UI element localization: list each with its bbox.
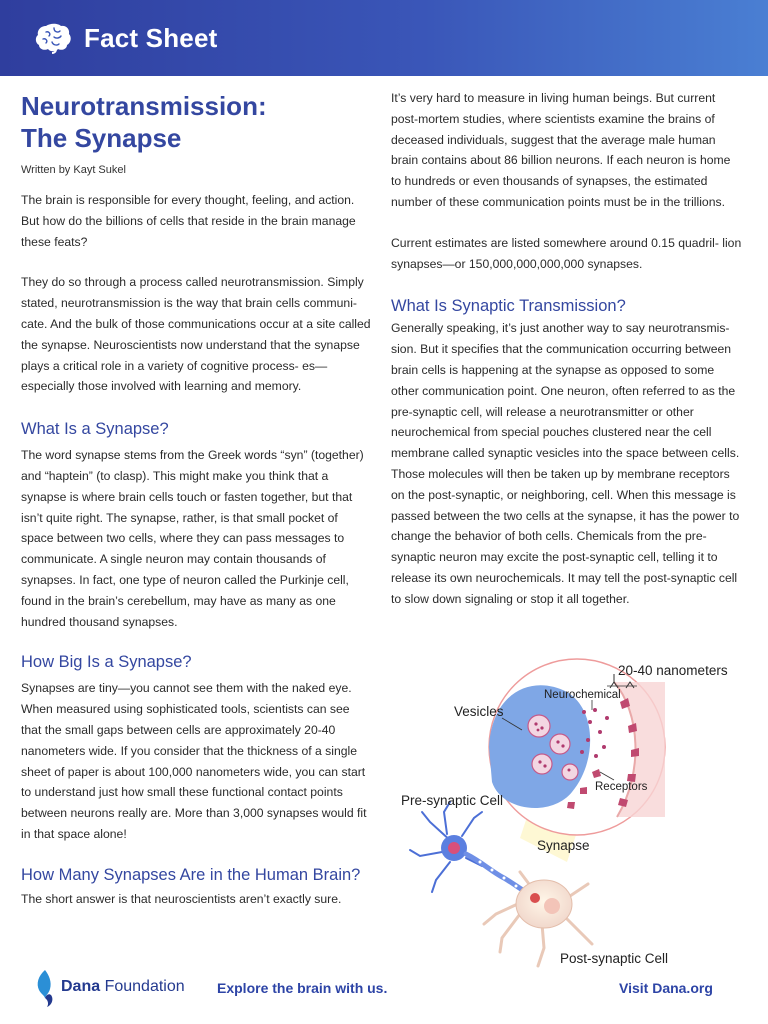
how-many-continued: It’s very hard to measure in living human beings. But current post-mortem studies, where scientists examine the brains of deceased individuals, suggest that the average male human brain contains about 86 billion neurons. If each neuron is home to hundreds or even thousands of synapses, the estimated number of these communication points must be in the trillions. <box>391 91 731 209</box>
how-many-estimate: Current estimates are listed somewhere around 0.15 quadril- lion synapses—or 150,000,000,000,000 synapses. <box>391 235 742 271</box>
section-text-how-big: Synapses are tiny—you cannot see them with the naked eye. When measured using sophisticated tools, scientists can see that the small gaps between cells are approximately 20-40 nanometers wide. If you consider that the thickness of a single sheet of paper is about 100,000 nanometers wide, you can start to understand just how small these functional contact points between neurons really are. More than 3,000 synapses would fit in that space alone! <box>21 681 367 841</box>
section-text-transmission: Generally speaking, it’s just another way to say neurotransmis- sion. But it specifies that the communication occurring between brain cells is happening at the synapse as opposed to some other communication point. One neuron, often referred to as the pre-synaptic cell, will release a neurotransmitter or other neurochemical from special pouches clustered near the cell membrane called synaptic vesicles into the space between cells. Those molecules will then be taken up by membrane receptors on the post-synaptic, or neighboring, cell. When this message is passed between the two cells at the synapse, it has the power to change the behavior of both cells. Chemicals from the pre-synaptic neuron may excite the post-synaptic cell, telling it to release its own neurochemicals. It may tell the post-synaptic cell to slow down signaling or stop it all together. <box>391 321 740 606</box>
postsynaptic-soma <box>516 880 572 928</box>
left-column <box>21 88 373 910</box>
intro-paragraph-2: They do so through a process called neurotransmission. Simply stated, neurotransmission is the way that brain cells communi- cate. And the bulk of those communications occur at a site called the synapse. Neuroscientists now understand that the synapse plays a critical role in a variety of cognitive process- es—especially those involved with learning and memory. <box>21 275 371 394</box>
section-text-how-many: The short answer is that neuroscientists aren’t exactly sure. <box>21 891 342 906</box>
synapse-illustration <box>392 652 768 974</box>
section-heading-what-is: What Is a Synapse? <box>21 420 169 439</box>
synapse-spot <box>530 893 540 903</box>
article-title <box>21 90 373 154</box>
article-title-line2: The Synapse <box>21 123 182 153</box>
presynaptic-neuron <box>410 802 539 903</box>
right-column <box>391 88 743 610</box>
section-text-what-is: The word synapse stems from the Greek words “syn” (together) and “haptein” (to clasp). This might make you think that a synapse is where brain cells touch or fasten together, but that isn’t quite right. The synapse, rather, is that small pocket of space between two cells, where they can pass messages to communicate. A single neuron may contain thousands of synapses. In fact, one type of neuron called the Purkinje cell, found in the brain’s cerebellum, may have as many as one hundred thousand synapses. <box>21 448 364 629</box>
vesicle <box>550 734 570 754</box>
header-banner <box>0 0 768 76</box>
dana-logo-icon <box>34 968 56 1008</box>
footer <box>0 966 768 1024</box>
header-title: Fact Sheet <box>84 22 218 53</box>
intro-paragraph-1: The brain is responsible for every thought, feeling, and action. But how do the billions of cells that reside in the brain manage these feats? <box>21 193 356 249</box>
brain-icon <box>34 22 74 54</box>
section-heading-transmission: What Is Synaptic Transmission? <box>391 297 626 316</box>
footer-tagline: Explore the brain with us. <box>217 980 388 996</box>
postsynaptic-nucleus <box>544 898 560 914</box>
section-heading-how-big: How Big Is a Synapse? <box>21 653 192 672</box>
presynaptic-nucleus <box>448 842 460 854</box>
visit-link[interactable]: Visit Dana.org <box>619 980 713 996</box>
label-vesicles: Vesicles <box>454 704 504 719</box>
label-receptors: Receptors <box>595 781 648 793</box>
label-neurochemical: Neurochemical <box>544 689 621 701</box>
vesicle <box>532 754 552 774</box>
label-postsynaptic: Post-synaptic Cell <box>560 951 669 966</box>
logo-word-dana: Dana <box>61 978 101 995</box>
synapse-diagram <box>392 652 768 974</box>
section-heading-how-many: How Many Synapses Are in the Human Brain? <box>21 865 361 884</box>
logo-word-foundation: Foundation <box>104 978 185 995</box>
label-synapse: Synapse <box>537 838 590 853</box>
vesicle <box>528 715 550 737</box>
vesicle <box>562 764 578 780</box>
article-title-line1: Neurotransmission: <box>21 91 267 121</box>
byline: Written by Kayt Sukel <box>21 164 126 176</box>
label-presynaptic: Pre-synaptic Cell <box>401 793 504 808</box>
dana-logo-text[interactable] <box>61 978 185 996</box>
label-gap-size: 20-40 nanometers <box>618 663 728 678</box>
